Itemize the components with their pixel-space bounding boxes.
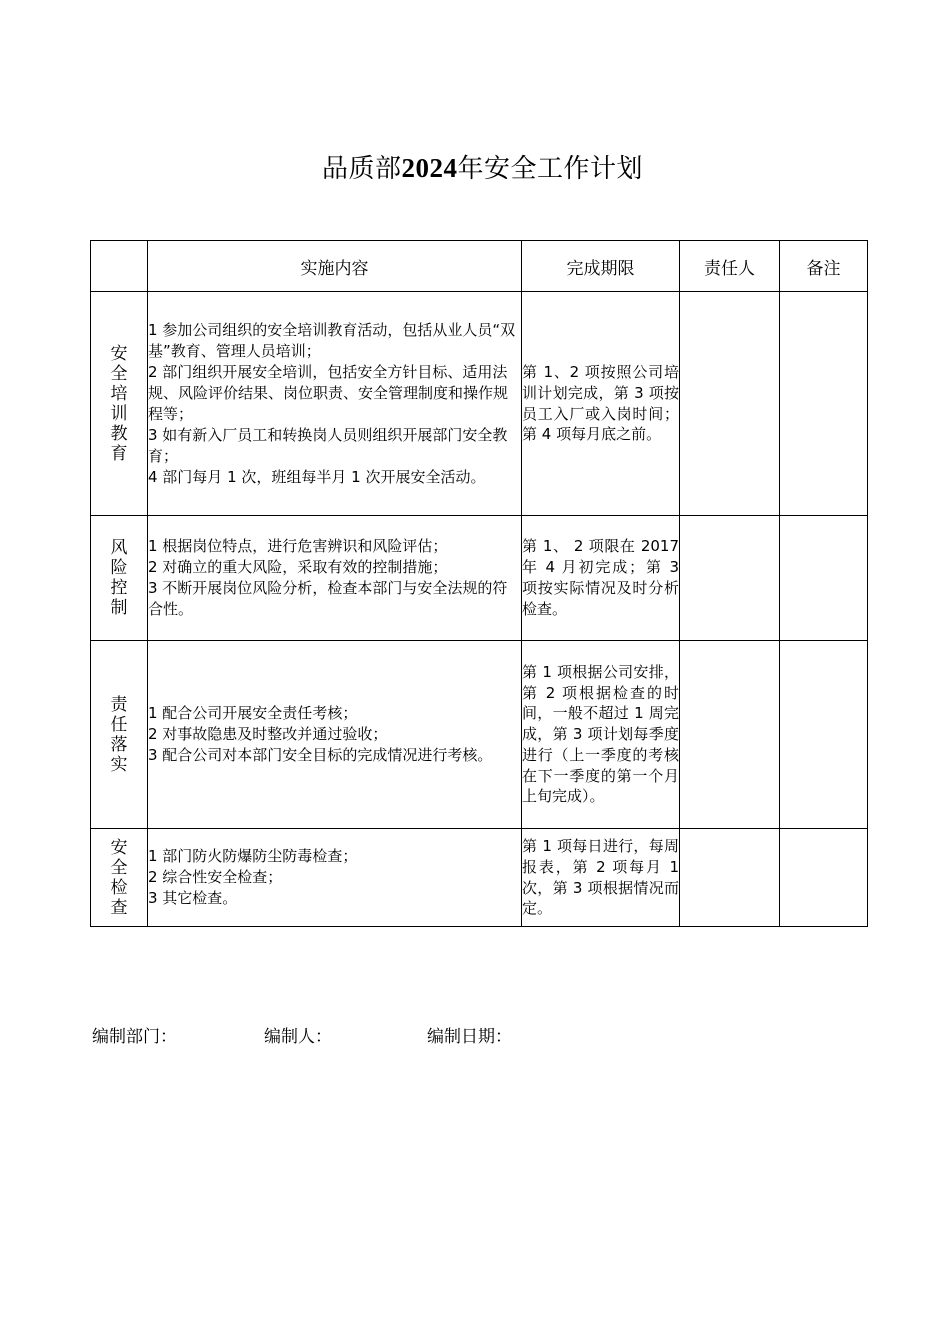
table-header-row	[91, 241, 868, 292]
row-remark	[780, 641, 868, 829]
content-item: 1 根据岗位特点，进行危害辨识和风险评估；	[148, 537, 448, 555]
row-content	[148, 829, 522, 927]
row-deadline: 第 1 项根据公司安排，第 2 项根据检查的时间，一般不超过 1 周完成，第 3 项计划每季度进行（上一季度的考核在下一季度的第一个月上旬完成）。	[522, 641, 680, 829]
row-remark	[780, 292, 868, 516]
page-title	[0, 148, 950, 185]
row-deadline: 第 1 项每日进行，每周报表，第 2 项每月 1 次，第 3 项根据情况而定。	[522, 829, 680, 927]
content-item: 3 其它检查。	[148, 889, 238, 907]
row-content	[148, 292, 522, 516]
row-category: 责任落实	[91, 641, 148, 829]
footer-department-label: 编制部门：	[92, 1027, 177, 1047]
row-category: 安全检查	[91, 829, 148, 927]
row-content	[148, 516, 522, 641]
content-item: 4 部门每月 1 次，班组每半月 1 次开展安全活动。	[148, 467, 486, 486]
row-owner	[680, 641, 780, 829]
row-remark	[780, 516, 868, 641]
table-row	[91, 829, 868, 927]
title-prefix: 品质部	[321, 154, 402, 184]
header-category	[91, 241, 148, 292]
header-remark: 备注	[780, 241, 868, 292]
table-row	[91, 641, 868, 829]
row-remark	[780, 829, 868, 927]
content-item: 1 部门防火防爆防尘防毒检查；	[148, 847, 358, 865]
row-deadline: 第 1、2 项按照公司培训计划完成，第 3 项按员工入厂或入岗时间；第 4 项每月底之前。	[522, 292, 680, 516]
footer-author-label: 编制人：	[264, 1027, 332, 1047]
row-deadline: 第 1、 2 项限在 2017 年 4 月初完成；第 3 项按实际情况及时分析检查。	[522, 516, 680, 641]
title-suffix: 年安全工作计划	[457, 154, 644, 184]
content-item: 3 如有新入厂员工和转换岗人员则组织开展部门安全教育；	[148, 425, 508, 465]
content-item: 3 配合公司对本部门安全目标的完成情况进行考核。	[148, 746, 493, 764]
header-deadline: 完成期限	[522, 241, 680, 292]
row-category: 安全培训教育	[91, 292, 148, 516]
safety-plan-table	[90, 240, 868, 927]
row-owner	[680, 829, 780, 927]
content-item: 2 部门组织开展安全培训，包括安全方针目标、适用法规、风险评价结果、岗位职责、安全管理制度和操作规程等；	[148, 362, 509, 423]
content-item: 3 不断开展岗位风险分析，检查本部门与安全法规的符合性。	[148, 579, 508, 618]
table-row	[91, 516, 868, 641]
footer-date-label: 编制日期：	[427, 1027, 512, 1047]
content-item: 2 对确立的重大风险，采取有效的控制措施；	[148, 558, 448, 576]
row-owner	[680, 516, 780, 641]
row-content	[148, 641, 522, 829]
row-owner	[680, 292, 780, 516]
header-owner: 责任人	[680, 241, 780, 292]
row-category: 风险控制	[91, 516, 148, 641]
table-row	[91, 292, 868, 516]
content-item: 2 对事故隐患及时整改并通过验收；	[148, 725, 388, 743]
header-content: 实施内容	[148, 241, 522, 292]
content-item: 1 配合公司开展安全责任考核；	[148, 704, 358, 722]
content-item: 1 参加公司组织的安全培训教育活动，包括从业人员“双基”教育、管理人员培训；	[148, 320, 516, 360]
content-item: 2 综合性安全检查；	[148, 868, 283, 886]
title-year: 2024	[401, 153, 458, 183]
